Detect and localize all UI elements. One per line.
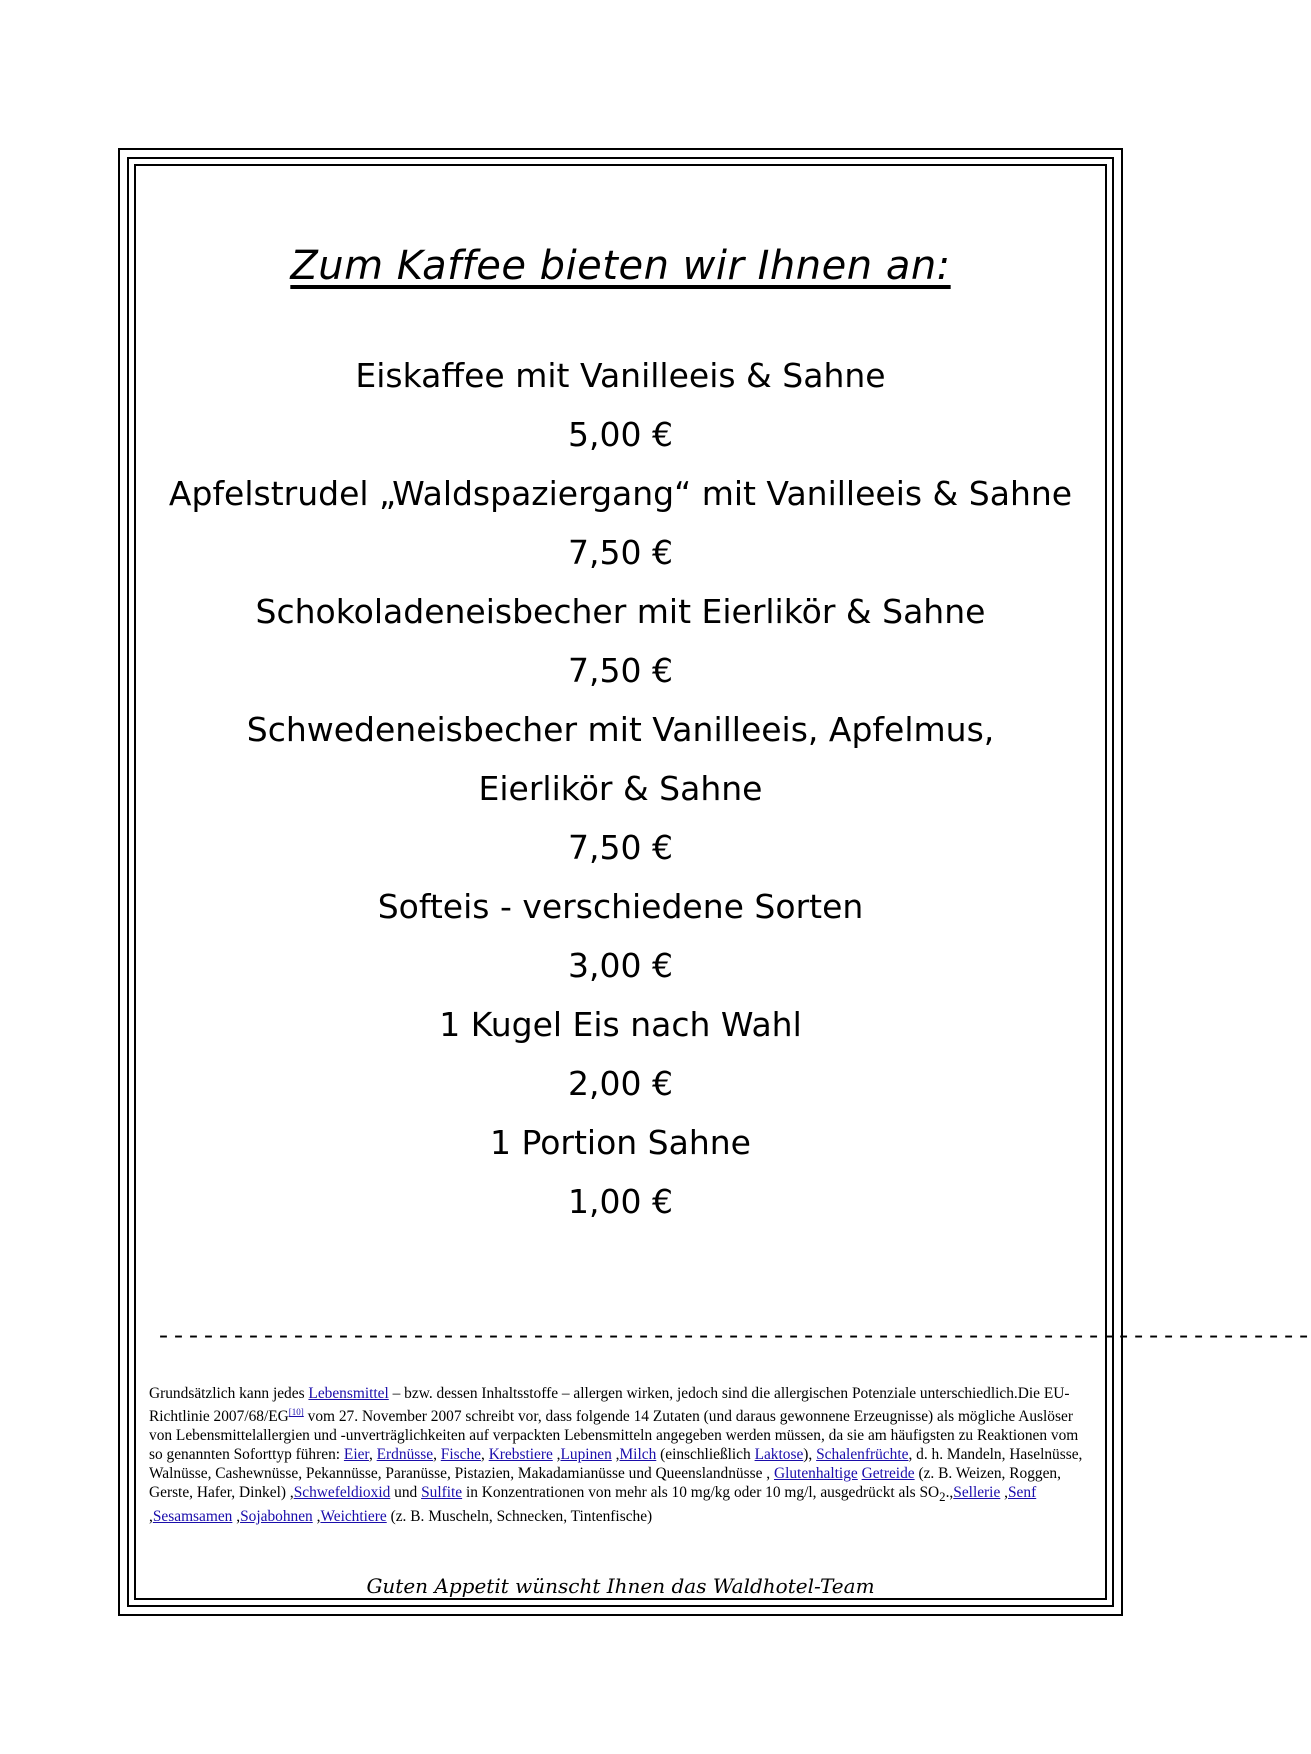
menu-item-name: 1 Portion Sahne — [490, 1123, 751, 1162]
link-sulfite[interactable]: Sulfite — [421, 1484, 463, 1502]
allergen-separator: , — [552, 1446, 561, 1464]
menu-item-price: 3,00 € — [568, 946, 673, 985]
link-schwefeldioxid[interactable]: Schwefeldioxid — [293, 1484, 391, 1502]
menu-item-name: Eiskaffee mit Vanilleeis & Sahne — [355, 356, 886, 395]
allergen-text: und — [390, 1484, 422, 1502]
menu-item-price: 7,50 € — [568, 533, 673, 572]
link-getreide[interactable]: Getreide — [861, 1465, 915, 1483]
link-erdnuesse[interactable]: Erdnüsse — [376, 1446, 434, 1464]
menu-title: Zum Kaffee bieten wir Ihnen an: — [290, 243, 951, 289]
link-krebstiere[interactable]: Krebstiere — [488, 1446, 553, 1464]
allergen-separator: , — [611, 1446, 620, 1464]
link-weichtiere[interactable]: Weichtiere — [320, 1508, 387, 1526]
allergen-notice — [149, 1384, 1094, 1526]
allergen-text: (einschließlich — [656, 1446, 755, 1464]
menu-item-name: Softeis - verschiedene Sorten — [377, 887, 864, 926]
allergen-separator: , — [480, 1446, 489, 1464]
link-fische[interactable]: Fische — [440, 1446, 481, 1464]
link-milch[interactable]: Milch — [619, 1446, 657, 1464]
menu-items — [136, 346, 1105, 1231]
link-lupinen[interactable]: Lupinen — [560, 1446, 612, 1464]
allergen-separator: , — [312, 1508, 321, 1526]
allergen-text: ., — [945, 1484, 954, 1502]
dashed-separator: ----------------------------------------------------------------------------- — [156, 1322, 1311, 1351]
allergen-separator: , — [1000, 1484, 1008, 1502]
link-senf[interactable]: Senf — [1008, 1484, 1037, 1502]
allergen-text: , d. h. Mandeln, Haselnüsse, Walnüsse, Cashewnüsse, Pekannüsse, Paranüsse, Pistazien, Makadamianüsse und Queenslandnüsse , — [149, 1446, 1083, 1483]
allergen-text: in Konzentrationen von mehr als 10 mg/kg oder 10 mg/l, ausgedrückt als SO — [462, 1484, 940, 1502]
link-sellerie[interactable]: Sellerie — [953, 1484, 1001, 1502]
link-reference-10[interactable]: [10] — [288, 1407, 304, 1417]
allergen-separator: , — [433, 1446, 441, 1464]
link-sesamsamen[interactable]: Sesamsamen — [152, 1508, 233, 1526]
allergen-text: (z. B. Muscheln, Schnecken, Tintenfische) — [386, 1508, 653, 1526]
menu-item-price: 7,50 € — [568, 651, 673, 690]
menu-item-price: 5,00 € — [568, 415, 673, 454]
allergen-separator: , — [368, 1446, 377, 1464]
allergen-text: – bzw. dessen Inhaltsstoffe – allergen wirken, jedoch sind die allergischen Potenziale unterschiedlich.Die EU-Richtlinie 2007/68/EG — [149, 1385, 1070, 1426]
allergen-separator: , — [149, 1508, 153, 1526]
allergen-separator: , — [232, 1508, 241, 1526]
allergen-text: ), — [803, 1446, 817, 1464]
link-sojabohnen[interactable]: Sojabohnen — [240, 1508, 313, 1526]
subscript-2: 2 — [939, 1490, 946, 1505]
menu-item-price: 2,00 € — [568, 1064, 673, 1103]
menu-item-name: Schwedeneisbecher mit Vanilleeis, Apfelmus, Eierlikör & Sahne — [246, 710, 995, 808]
menu-item-name: Schokoladeneisbecher mit Eierlikör & Sahne — [255, 592, 986, 631]
link-eier[interactable]: Eier — [343, 1446, 369, 1464]
menu-item-name: 1 Kugel Eis nach Wahl — [439, 1005, 802, 1044]
allergen-text: Grundsätzlich kann jedes — [149, 1385, 309, 1402]
allergen-text: (z. B. Weizen, Roggen, Gerste, Hafer, Dinkel) , — [149, 1465, 1061, 1502]
link-laktose[interactable]: Laktose — [754, 1446, 804, 1464]
menu-content — [136, 166, 1105, 1231]
link-schalenfruechte[interactable]: Schalenfrüchte — [816, 1446, 909, 1464]
menu-item-price: 7,50 € — [568, 828, 673, 867]
allergen-text: vom 27. November 2007 schreibt vor, dass folgende 14 Zutaten (und daraus gewonnene Erzeugnisse) als mögliche Auslöser von Lebensmittelallergien und -unverträglichkeiten auf verpackten Lebensmitteln angegeben werden müssen, da sie am häufigsten zu Reaktionen vom so genannten Soforttyp führen: — [149, 1408, 1079, 1464]
link-lebensmittel[interactable]: Lebensmittel — [308, 1385, 389, 1402]
link-glutenhaltige[interactable]: Glutenhaltige — [773, 1465, 858, 1483]
menu-item-price: 1,00 € — [568, 1182, 673, 1221]
closing-greeting: Guten Appetit wünscht Ihnen das Waldhotel-Team — [366, 1574, 875, 1598]
menu-item-name: Apfelstrudel „Waldspaziergang“ mit Vanilleeis & Sahne — [168, 474, 1073, 513]
